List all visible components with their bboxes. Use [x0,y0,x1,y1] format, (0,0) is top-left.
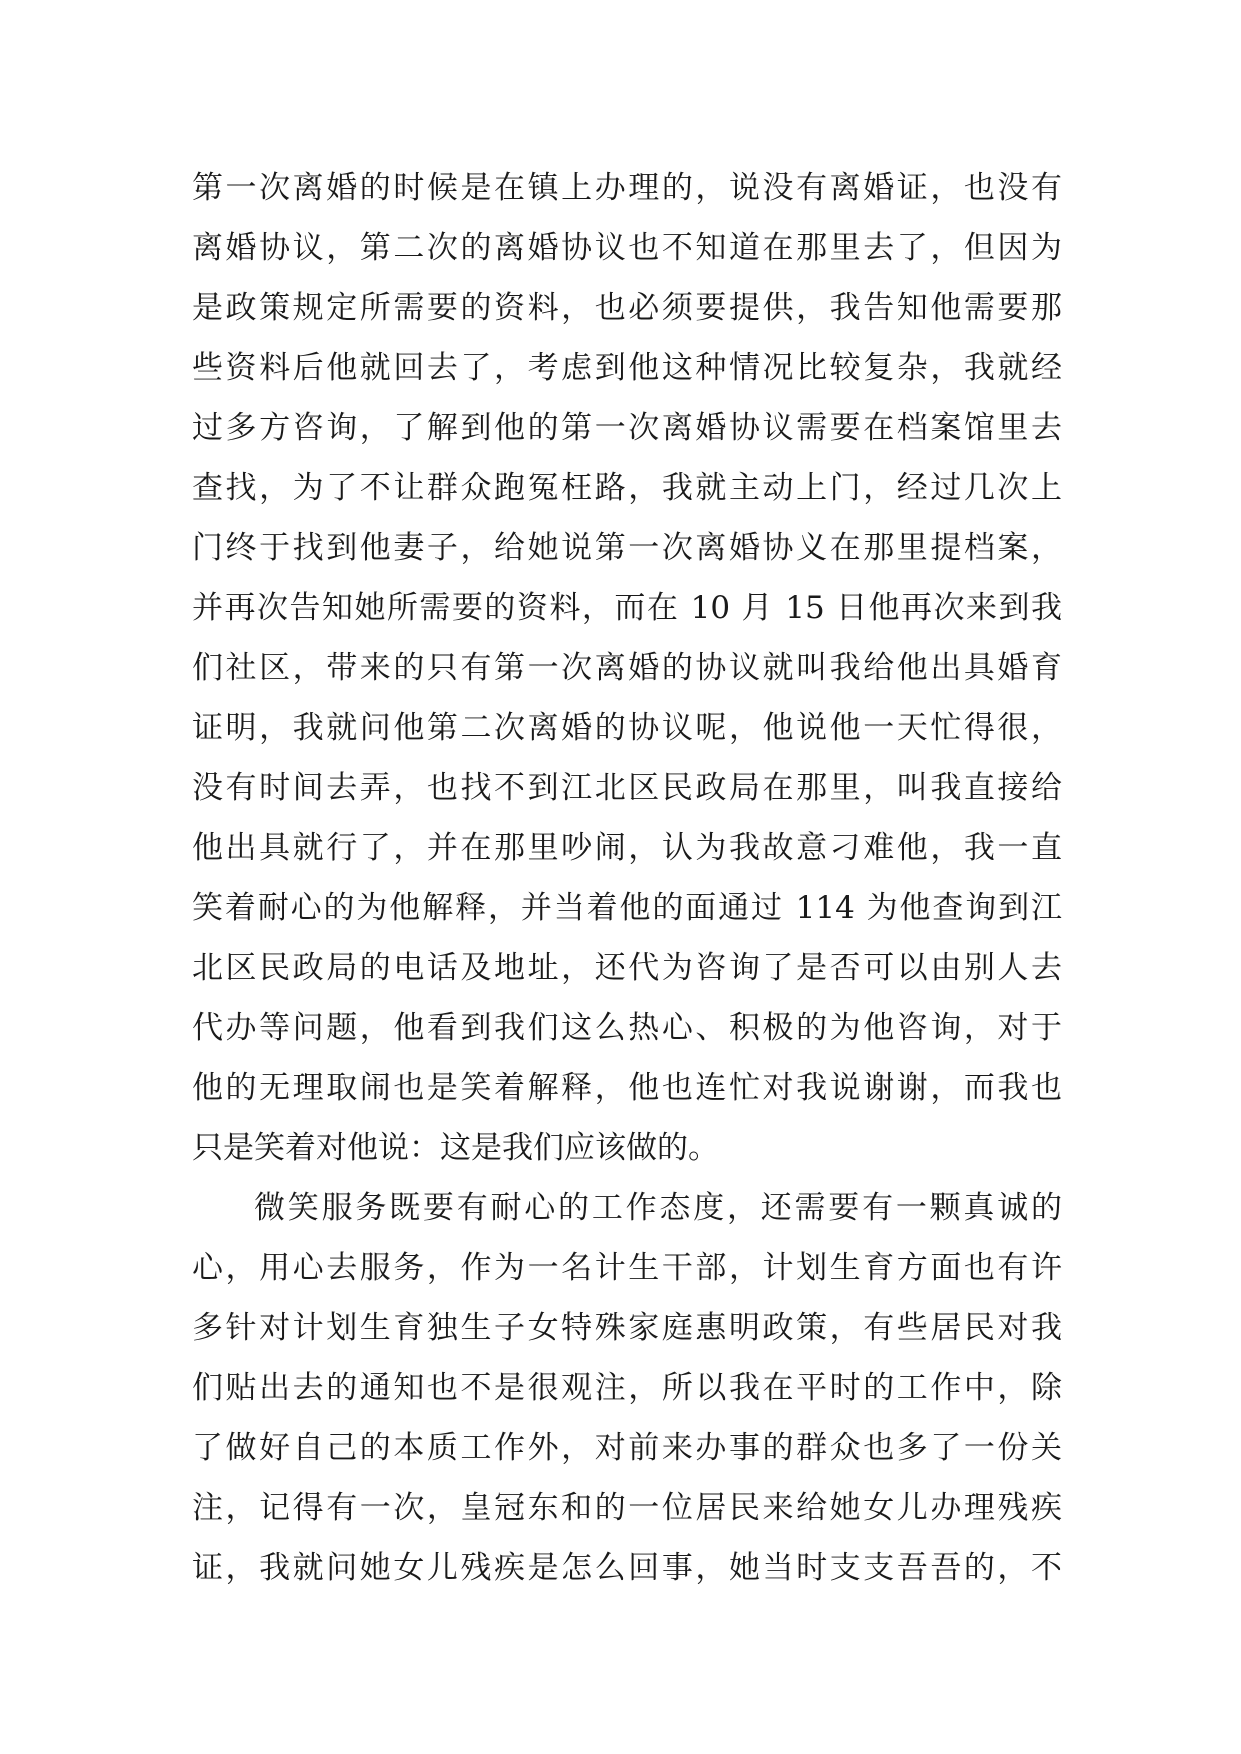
text-line: 并再次告知她所需要的资料，而在 10 月 15 日他再次来到我 [192,590,1062,626]
text-line: 注，记得有一次，皇冠东和的一位居民来给她女儿办理残疾 [192,1490,1062,1526]
text-line: 证明，我就问他第二次离婚的协议呢，他说他一天忙得很， [192,710,1062,746]
text-line: 些资料后他就回去了，考虑到他这种情况比较复杂，我就经 [192,350,1062,386]
text-line: 北区民政局的电话及地址，还代为咨询了是否可以由别人去 [192,950,1062,986]
text-line: 第一次离婚的时候是在镇上办理的，说没有离婚证，也没有 [192,170,1062,206]
text-line: 们贴出去的通知也不是很观注，所以我在平时的工作中，除 [192,1370,1062,1406]
text-line: 们社区，带来的只有第一次离婚的协议就叫我给他出具婚育 [192,650,1062,686]
text-line: 了做好自己的本质工作外，对前来办事的群众也多了一份关 [192,1430,1062,1466]
text-line: 多针对计划生育独生子女特殊家庭惠明政策，有些居民对我 [192,1310,1062,1346]
text-line: 只是笑着对他说：这是我们应该做的。 [192,1130,719,1166]
text-line: 离婚协议，第二次的离婚协议也不知道在那里去了，但因为 [192,230,1062,266]
text-line: 是政策规定所需要的资料，也必须要提供，我告知他需要那 [192,290,1062,326]
text-line: 门终于找到他妻子，给她说第一次离婚协义在那里提档案， [192,530,1062,566]
text-line: 过多方咨询，了解到他的第一次离婚协议需要在档案馆里去 [192,410,1062,446]
text-line: 没有时间去弄，也找不到江北区民政局在那里，叫我直接给 [192,770,1062,806]
text-line: 证，我就问她女儿残疾是怎么回事，她当时支支吾吾的，不 [192,1550,1062,1586]
body-text [192,158,1062,1598]
text-line: 笑着耐心的为他解释，并当着他的面通过 114 为他查询到江 [192,890,1062,926]
text-line: 查找，为了不让群众跑冤枉路，我就主动上门，经过几次上 [192,470,1062,506]
text-line: 代办等问题，他看到我们这么热心、积极的为他咨询，对于 [192,1010,1062,1046]
text-line: 他出具就行了，并在那里吵闹，认为我故意刁难他，我一直 [192,830,1062,866]
text-line: 他的无理取闹也是笑着解释，他也连忙对我说谢谢，而我也 [192,1070,1062,1106]
text-line: 心，用心去服务，作为一名计生干部，计划生育方面也有许 [192,1250,1062,1286]
text-line: 微笑服务既要有耐心的工作态度，还需要有一颗真诚的 [254,1190,1062,1226]
